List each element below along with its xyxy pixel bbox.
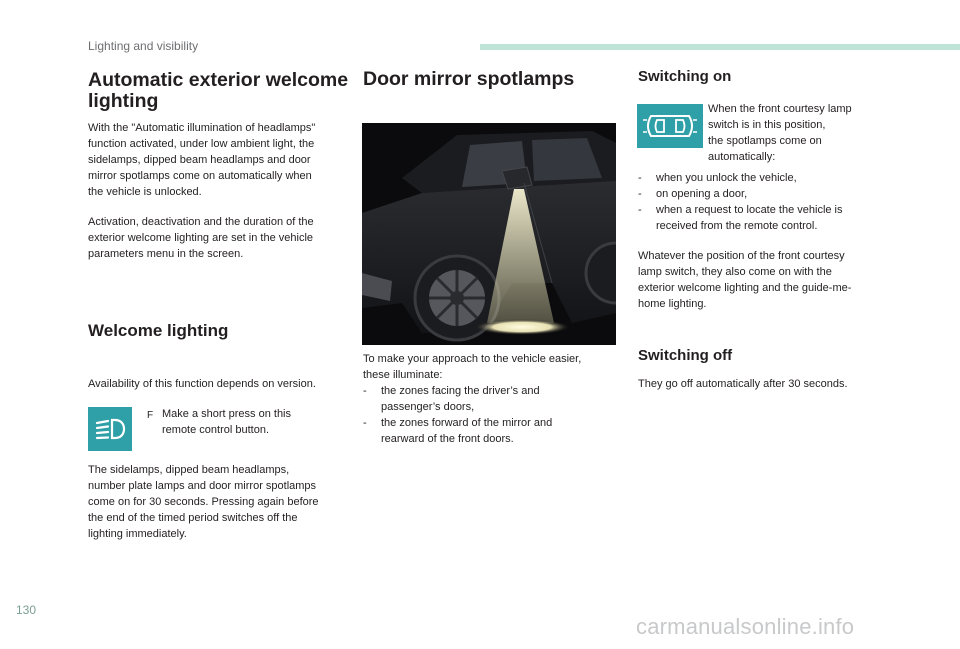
- list-dash: -: [363, 385, 367, 397]
- text-line: Activation, deactivation and the duration of the: [88, 216, 314, 228]
- text-line: the zones forward of the mirror and: [381, 417, 553, 429]
- text-line: Whatever the position of the front courtesy: [638, 250, 845, 262]
- text-line: switch is in this position,: [708, 119, 826, 131]
- text-line: With the "Automatic illumination of headlamps": [88, 122, 316, 134]
- list-item: [363, 383, 617, 415]
- text-line: passenger’s doors,: [381, 401, 475, 413]
- spotlamp-intro: [363, 351, 617, 383]
- title-welcome-lighting: Welcome lighting: [88, 321, 229, 340]
- text-line: lamp switch, they also come on with the: [638, 266, 832, 278]
- text-line: sidelamps, dipped beam headlamps and door: [88, 154, 311, 166]
- switching-off-text: They go off automatically after 30 seconds.: [638, 378, 848, 390]
- text-line: When the front courtesy lamp: [708, 103, 852, 115]
- paragraph-courtesy-switch: [638, 248, 888, 312]
- text-line: when you unlock the vehicle,: [656, 172, 797, 184]
- courtesy-lamp-switch-graphic: [637, 104, 703, 148]
- list-dash: -: [638, 204, 642, 216]
- text-line: exterior welcome lighting are set in the vehicle: [88, 232, 314, 244]
- headlamp-icon-graphic: [88, 407, 132, 451]
- watermark: carmanualsonline.info: [636, 614, 855, 639]
- paragraph-activation: [88, 214, 350, 262]
- car-door-mirror-spotlamp-photo: [362, 123, 616, 345]
- text-line: parameters menu in the screen.: [88, 248, 244, 260]
- title-door-mirror-spotlamps: Door mirror spotlamps: [363, 68, 575, 90]
- text-line: exterior welcome lighting and the guide-me-: [638, 282, 852, 294]
- header-accent-bar: [480, 44, 960, 50]
- text-line: Make a short press on this: [162, 408, 292, 420]
- text-line: automatically:: [708, 151, 776, 163]
- title-line: Automatic exterior welcome: [88, 69, 349, 91]
- text-line: these illuminate:: [363, 369, 443, 381]
- text-line: remote control button.: [162, 424, 270, 436]
- list-dash: -: [638, 172, 642, 184]
- page-number: 130: [16, 603, 37, 617]
- text-line: the vehicle is unlocked.: [88, 186, 202, 198]
- text-line: rearward of the front doors.: [381, 433, 514, 445]
- text-line: The sidelamps, dipped beam headlamps,: [88, 464, 290, 476]
- switching-on-list: [638, 170, 888, 234]
- text-line: number plate lamps and door mirror spotlamps: [88, 480, 317, 492]
- text-line: mirror spotlamps come on automatically when: [88, 170, 312, 182]
- text-line: the spotlamps come on: [708, 135, 822, 147]
- text-line: received from the remote control.: [656, 220, 818, 232]
- text-line: on opening a door,: [656, 188, 748, 200]
- list-item: [638, 202, 888, 234]
- instruction-text: [162, 406, 342, 438]
- instruction-bullet: F: [147, 410, 154, 421]
- title-line: lighting: [88, 90, 159, 112]
- list-dash: -: [638, 188, 642, 200]
- title-switching-on: Switching on: [638, 68, 732, 85]
- paragraph-welcome-duration: [88, 462, 350, 542]
- paragraph-automatic-illumination: [88, 120, 350, 200]
- list-item: [638, 186, 888, 202]
- list-dash: -: [363, 417, 367, 429]
- text-line: the end of the timed period switches off the: [88, 512, 298, 524]
- courtesy-lamp-switch-icon: [637, 104, 703, 148]
- spotlamp-zones-list: [363, 383, 617, 447]
- spotlamp-illustration: [362, 123, 616, 345]
- headlamp-icon: [88, 407, 132, 451]
- section-label: Lighting and visibility: [88, 39, 199, 53]
- text-line: function activated, under low ambient light, the: [88, 138, 315, 150]
- text-line: when a request to locate the vehicle is: [656, 204, 843, 216]
- title-switching-off: Switching off: [638, 347, 733, 364]
- text-line: lighting immediately.: [88, 528, 187, 540]
- list-item: [363, 415, 617, 447]
- list-item: [638, 170, 888, 186]
- switching-on-text: [708, 101, 888, 165]
- text-line: home lighting.: [638, 298, 707, 310]
- title-automatic-welcome: [88, 70, 348, 112]
- availability-note: Availability of this function depends on version.: [88, 378, 316, 390]
- text-line: come on for 30 seconds. Pressing again before: [88, 496, 319, 508]
- text-line: To make your approach to the vehicle easier,: [363, 353, 582, 365]
- text-line: the zones facing the driver’s and: [381, 385, 540, 397]
